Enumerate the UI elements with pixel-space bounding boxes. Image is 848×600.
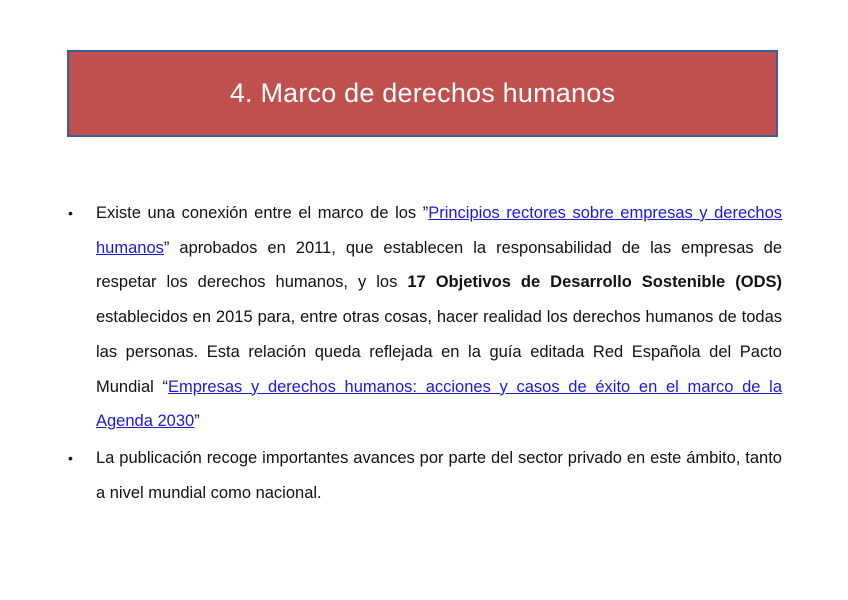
bullet-item — [66, 196, 782, 439]
bullet-text: ” — [194, 412, 200, 431]
guia-empresas-link[interactable]: Empresas y derechos humanos: acciones y casos de éxito en el marco de la Agenda 2030 — [96, 377, 782, 431]
bullet-text: La publicación recoge importantes avances por parte del sector privado en este ámbito, tanto a nivel mundial como nacional. — [96, 448, 782, 502]
bullet-text: ” aprobados en 2011, que establecen la responsabilidad de las empresas de respetar los derechos humanos, y los — [96, 238, 782, 292]
bullet-text: establecidos en 2015 para, entre otras cosas, hacer realidad los derechos humanos de todas las personas. Esta relación queda reflejada en la guía editada Red Española del Pacto Mundial “ — [96, 308, 782, 396]
title-banner — [67, 50, 778, 137]
slide-title: 4. Marco de derechos humanos — [229, 78, 616, 108]
ods-bold-text: 17 Objetivos de Desarrollo Sostenible (ODS) — [407, 273, 782, 292]
slide-body — [66, 196, 782, 512]
bullet-marker: • — [68, 449, 73, 466]
bullet-marker: • — [68, 205, 73, 221]
principios-rectores-link[interactable]: Principios rectores sobre empresas y derechos humanos — [96, 204, 782, 257]
bullet-text: Existe una conexión entre el marco de los ” — [96, 204, 429, 222]
bullet-item — [66, 441, 782, 510]
